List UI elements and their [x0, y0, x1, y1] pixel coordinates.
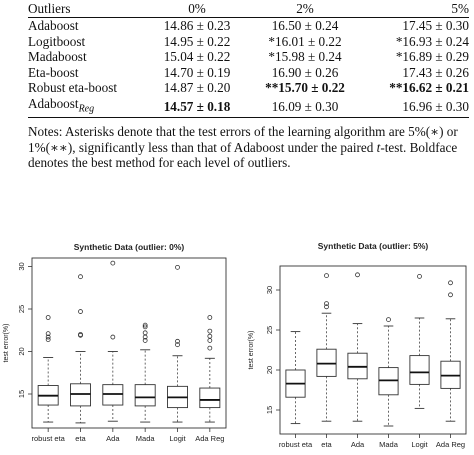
box-2: [70, 275, 90, 423]
table-row: [28, 49, 469, 65]
outlier-point: [387, 318, 391, 322]
table-cell: *16.01 ± 0.22: [268, 33, 342, 49]
y-tick-label: 20: [265, 365, 274, 375]
header-0pct: 0%: [188, 0, 206, 16]
outlier-point: [208, 346, 212, 350]
box-4: [135, 323, 155, 422]
outlier-point: [449, 281, 453, 285]
outlier-point: [79, 275, 83, 279]
method-name-text: Logitboost: [28, 33, 86, 49]
method-name-subscript: Reg: [78, 103, 95, 115]
box-5: [410, 274, 429, 408]
outlier-point: [449, 293, 453, 297]
header-outliers: Outliers: [28, 0, 71, 16]
y-tick-label: 25: [265, 325, 274, 335]
outlier-point: [176, 265, 180, 269]
table-cell: 14.95 ± 0.22: [163, 33, 231, 49]
table-cell: *15.98 ± 0.24: [268, 49, 342, 65]
y-tick-label: 15: [265, 405, 274, 415]
header-2pct: 2%: [296, 0, 314, 16]
x-tick-label: Ada: [106, 434, 120, 443]
table-cell: 14.87 ± 0.20: [163, 80, 231, 96]
row-method-name: [28, 65, 141, 81]
y-axis-label: test error(%): [248, 330, 255, 370]
box-iqr: [135, 385, 155, 406]
method-name-text: Adaboost: [28, 95, 79, 111]
table-cell: 16.96 ± 0.30: [402, 98, 469, 114]
x-tick-label: Ada Reg: [435, 440, 466, 449]
box-iqr: [200, 388, 220, 408]
x-tick-label: Ada Reg: [195, 434, 225, 443]
outlier-point: [208, 338, 212, 342]
table-notes: Notes: Asterisks denote that the test errors of the learning algorithm are 5%(∗) or 1%(∗∗), significantly less than that of Adaboost under the paired t-test. Boldface denotes the best method for each level of outliers.: [28, 124, 458, 171]
method-name-text: Adaboost: [28, 18, 79, 33]
method-name-text: Madaboost: [28, 49, 87, 65]
results-table: [28, 0, 469, 118]
plot-frame: [32, 258, 226, 428]
y-tick-label: 30: [17, 262, 26, 271]
x-tick-label: Ada: [350, 440, 365, 449]
y-axis-label: test error(%): [3, 323, 10, 363]
x-tick-label: robust eta: [278, 440, 313, 449]
table-header-row: [28, 0, 469, 18]
row-method-name: [28, 18, 141, 34]
header-5pct: 5%: [451, 0, 469, 16]
outlier-point: [356, 273, 360, 277]
box-1: [38, 316, 58, 423]
row-method-name: [28, 49, 141, 65]
y-tick-label: 30: [265, 285, 274, 295]
method-name-text: Robust eta-boost: [28, 80, 118, 96]
outlier-point: [208, 316, 212, 320]
table-cell: 14.70 ± 0.19: [163, 64, 231, 80]
table-cell: 14.86 ± 0.23: [163, 18, 231, 33]
outlier-point: [111, 261, 115, 265]
table-cell: 15.04 ± 0.22: [163, 49, 231, 65]
outlier-point: [418, 274, 422, 278]
table-cell: **16.62 ± 0.21: [389, 80, 469, 96]
table-row: [28, 80, 469, 96]
method-name-text: Eta-boost: [28, 64, 79, 80]
box-3: [103, 261, 123, 421]
outlier-point: [208, 329, 212, 333]
x-tick-label: Logit: [169, 434, 186, 443]
row-method-name: [28, 80, 141, 96]
x-tick-label: Mada: [135, 434, 155, 443]
results-table-section: [28, 0, 474, 118]
boxplot-outlier-5: [242, 238, 474, 455]
boxplot-outlier-0: [0, 238, 232, 455]
box-2: [317, 274, 336, 422]
x-tick-label: eta: [75, 434, 86, 443]
table-cell: 17.45 ± 0.30: [402, 18, 469, 33]
table-cell: 16.09 ± 0.30: [271, 98, 339, 114]
y-tick-label: 25: [17, 304, 26, 314]
table-body: [28, 18, 469, 118]
box-4: [379, 318, 398, 426]
table-cell: *16.89 ± 0.29: [395, 49, 469, 65]
x-tick-label: eta: [321, 440, 332, 449]
chart-title: Synthetic Data (outlier: 0%): [73, 242, 185, 252]
y-tick-label: 20: [17, 347, 26, 356]
chart-title: Synthetic Data (outlier: 5%): [317, 241, 429, 251]
outlier-point: [111, 335, 115, 339]
table-cell: 17.43 ± 0.26: [402, 64, 469, 80]
box-1: [286, 332, 305, 424]
outlier-point: [325, 274, 329, 278]
box-5: [167, 265, 187, 422]
table-row: [28, 65, 469, 81]
row-method-name: [28, 34, 141, 50]
box-6: [200, 316, 220, 423]
table-row: [28, 34, 469, 50]
x-tick-label: Mada: [379, 440, 398, 449]
y-tick-label: 15: [17, 389, 26, 399]
table-row: [28, 96, 469, 118]
box-6: [441, 281, 460, 421]
box-3: [348, 273, 367, 421]
table-cell: 14.57 ± 0.18: [163, 98, 231, 114]
outlier-point: [143, 331, 147, 335]
outlier-point: [208, 334, 212, 338]
outlier-point: [46, 316, 50, 320]
table-cell: *16.93 ± 0.24: [395, 33, 469, 49]
plot-frame: [280, 266, 466, 434]
table-row: [28, 18, 469, 34]
table-cell: 16.90 ± 0.26: [271, 64, 339, 80]
x-tick-label: robust eta: [31, 434, 65, 443]
outlier-point: [79, 310, 83, 314]
x-tick-label: Logit: [411, 440, 428, 449]
table-cell: **15.70 ± 0.22: [265, 80, 345, 96]
table-cell: 16.50 ± 0.24: [271, 18, 339, 33]
row-method-name: [28, 96, 141, 118]
box-iqr: [410, 356, 429, 385]
